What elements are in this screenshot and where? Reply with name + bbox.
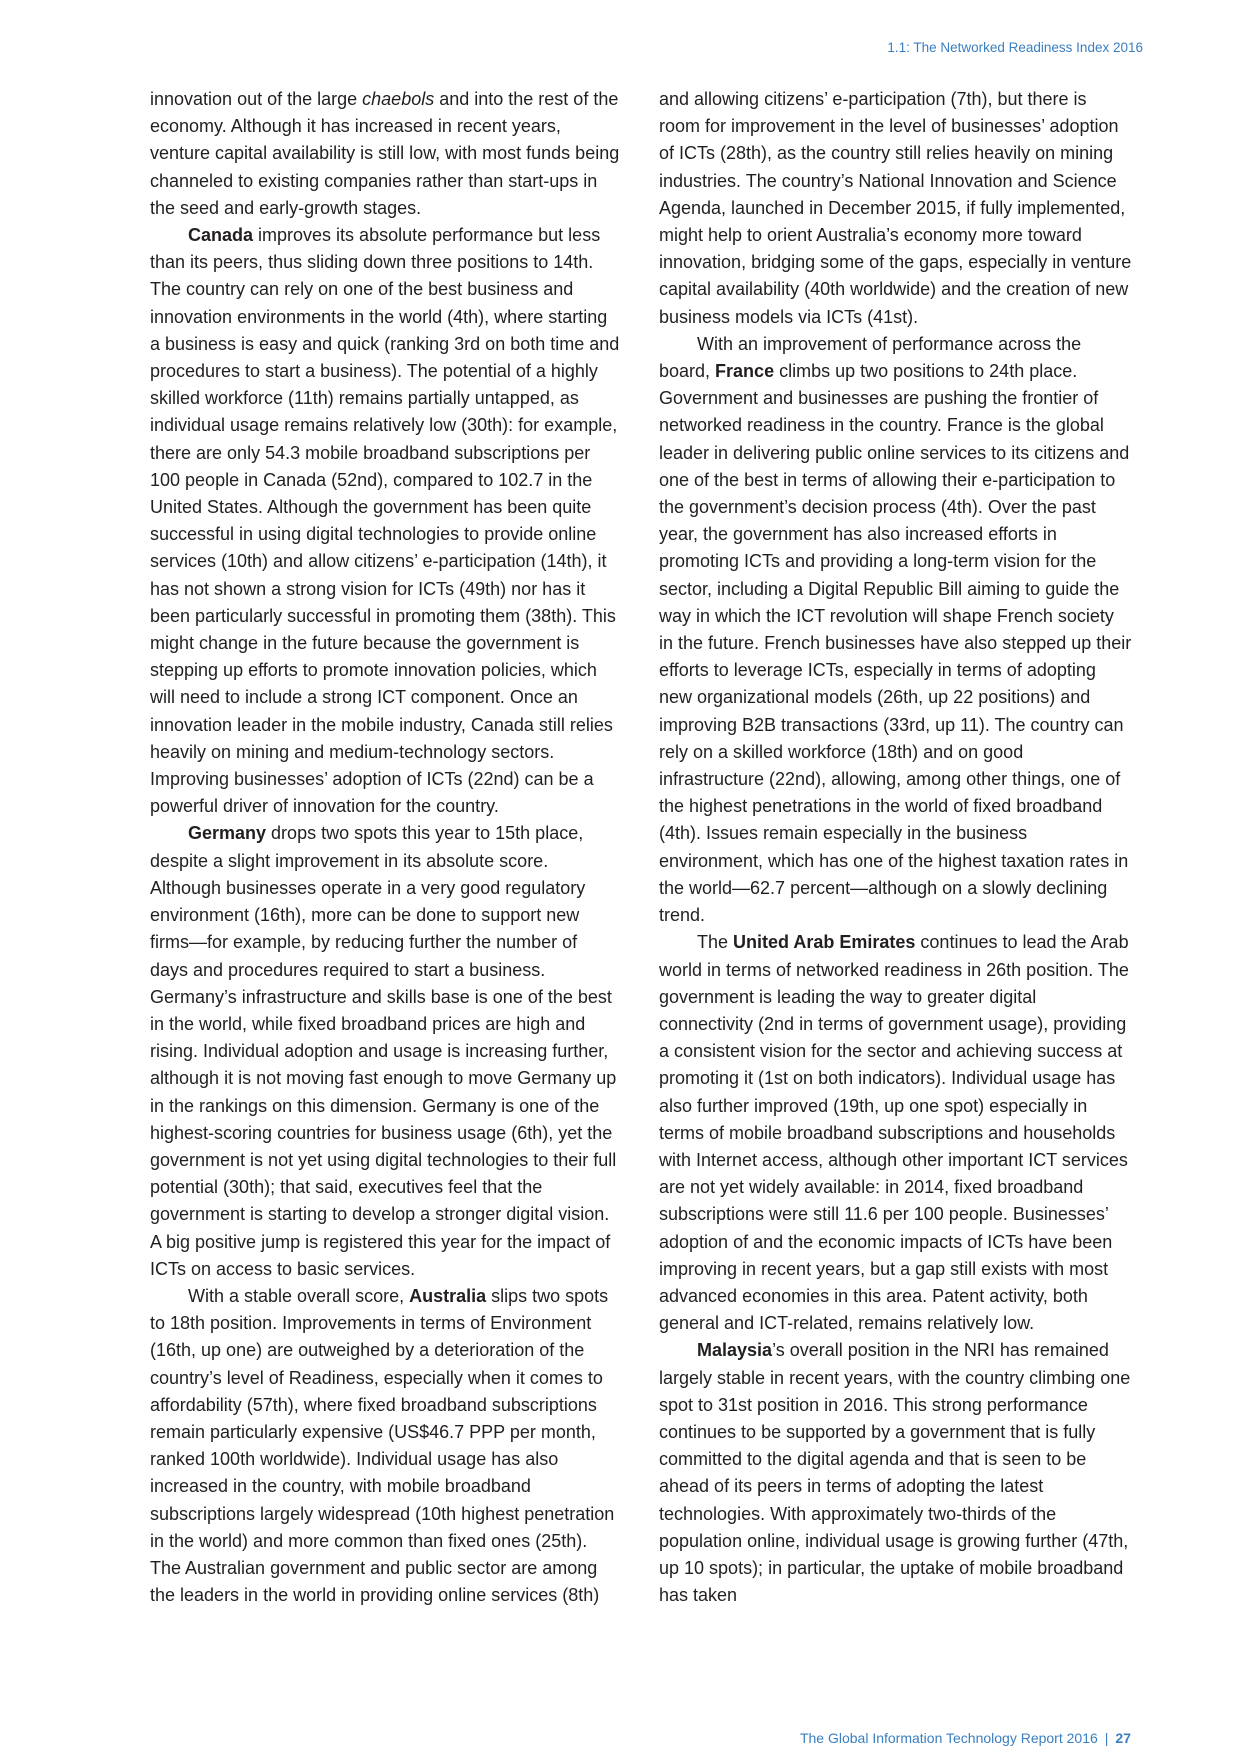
left-column (150, 86, 620, 1609)
paragraph-france: With an improvement of performance across the board, France climbs up two positions to 24th place. Government and businesses are pushing the frontier of networked readiness in the country. France is the global leader in delivering public online services to its citizens and one of the best in terms of allowing their e-participation to the government’s decision process (4th). Over the past year, the government has also increased efforts in promoting ICTs and providing a long-term vision for the sector, including a Digital Republic Bill aiming to guide the way in which the ICT revolution will shape French society in the future. French businesses have also stepped up their efforts to leverage ICTs, especially in terms of adopting new organizational models (26th, up 22 positions) and improving B2B transactions (33rd, up 11). The country can rely on a skilled workforce (18th) and on good infrastructure (22nd), allowing, among other things, one of the highest penetrations in the world of fixed broadband (4th). Issues remain especially in the business environment, which has one of the highest taxation rates in the world—62.7 percent—although on a slowly declining trend. (659, 333, 1132, 926)
country-name-uae: United Arab Emirates (733, 932, 916, 953)
country-name-malaysia: Malaysia (697, 1340, 773, 1361)
running-header: 1.1: The Networked Readiness Index 2016 (887, 40, 1143, 55)
paragraph-australia-continued: and allowing citizens’ e-participation (7th), but there is room for improvement in the level of businesses’ adoption of ICTs (28th), as the country still relies heavily on mining industries. The country’s National Innovation and Science Agenda, launched in December 2015, if fully implemented, might help to orient Australia’s economy more toward innovation, bridging some of the gaps, especially in venture capital availability (40th worldwide) and the creation of new business models via ICTs (41st). (659, 89, 1132, 327)
right-column (659, 86, 1132, 1609)
page-number: 27 (1115, 1730, 1131, 1746)
page-footer (800, 1730, 1131, 1746)
chaebols-term: chaebols (362, 89, 435, 109)
country-name-france: France (715, 361, 775, 382)
paragraph-korea-continued: innovation out of the large chaebols and into the rest of the economy. Although it has increased in recent years, venture capital availability is still low, with most funds being channeled to existing companies rather than start-ups in the seed and early-growth stages. (150, 89, 620, 218)
paragraph-canada: Canada improves its absolute performance but less than its peers, thus sliding down three positions to 14th. The country can rely on one of the best business and innovation environments in the world (4th), where starting a business is easy and quick (ranking 3rd on both time and procedures to start a business). The potential of a highly skilled workforce (11th) remains partially untapped, as individual usage remains relatively low (30th): for example, there are only 54.3 mobile broadband subscriptions per 100 people in Canada (52nd), compared to 102.7 in the United States. Although the government has been quite successful in using digital technologies to provide online services (10th) and allow citizens’ e-participation (14th), it has not shown a strong vision for ICTs (49th) nor has it been particularly successful in promoting them (38th). This might change in the future because the government is stepping up efforts to promote innovation policies, which will need to include a strong ICT component. Once an innovation leader in the mobile industry, Canada still relies heavily on mining and medium-technology sectors. Improving businesses’ adoption of ICTs (22nd) can be a powerful driver of innovation for the country. (150, 225, 620, 817)
paragraph-australia: With a stable overall score, Australia slips two spots to 18th position. Improvements in terms of Environment (16th, up one) are outweighed by a deterioration of the country’s level of Readiness, especially when it comes to affordability (57th), where fixed broadband subscriptions remain particularly expensive (US$46.7 PPP per month, ranked 100th worldwide). Individual usage has also increased in the country, with mobile broadband subscriptions largely widespread (10th highest penetration in the world) and more common than fixed ones (25th). The Australian government and public sector are among the leaders in the world in providing online services (8th) (150, 1285, 615, 1606)
country-name-canada: Canada (188, 225, 254, 246)
paragraph-malaysia: Malaysia’s overall position in the NRI has remained largely stable in recent years, with the country climbing one spot to 31st position in 2016. This strong performance continues to be supported by a government that is fully committed to the digital agenda and that is seen to be ahead of its peers in terms of adopting the latest technologies. With approximately two-thirds of the population online, individual usage is growing further (47th, up 10 spots); in particular, the uptake of mobile broadband has taken (659, 1340, 1131, 1606)
footer-separator: | (1104, 1730, 1109, 1746)
footer-report-title: The Global Information Technology Report 2016 (799, 1730, 1098, 1746)
paragraph-germany: Germany drops two spots this year to 15th place, despite a slight improvement in its absolute score. Although businesses operate in a very good regulatory environment (16th), more can be done to support new firms—for example, by reducing further the number of days and procedures required to start a business. Germany’s infrastructure and skills base is one of the best in the world, while fixed broadband prices are high and rising. Individual adoption and usage is increasing further, although it is not moving fast enough to move Germany up in the rankings on this dimension. Germany is one of the highest-scoring countries for business usage (6th), yet the government is not yet using digital technologies to their full potential (30th); that said, executives feel that the government is starting to develop a stronger digital vision. A big positive jump is registered this year for the impact of ICTs on access to basic services. (150, 823, 617, 1279)
country-name-australia: Australia (409, 1285, 487, 1306)
country-name-germany: Germany (188, 823, 267, 844)
paragraph-uae: The United Arab Emirates continues to lead the Arab world in terms of networked readiness in 26th position. The government is leading the way to greater digital connectivity (2nd in terms of government usage), providing a consistent vision for the sector and achieving success at promoting it (1st on both indicators). Individual usage has also further improved (19th, up one spot) especially in terms of mobile broadband subscriptions and households with Internet access, although other important ICT services are not yet widely available: in 2014, fixed broadband subscriptions were still 11.6 per 100 people. Businesses’ adoption of and the economic impacts of ICTs have been improving in recent years, but a gap still exists with most advanced economies in this area. Patent activity, both general and ICT-related, remains relatively low. (659, 932, 1129, 1334)
